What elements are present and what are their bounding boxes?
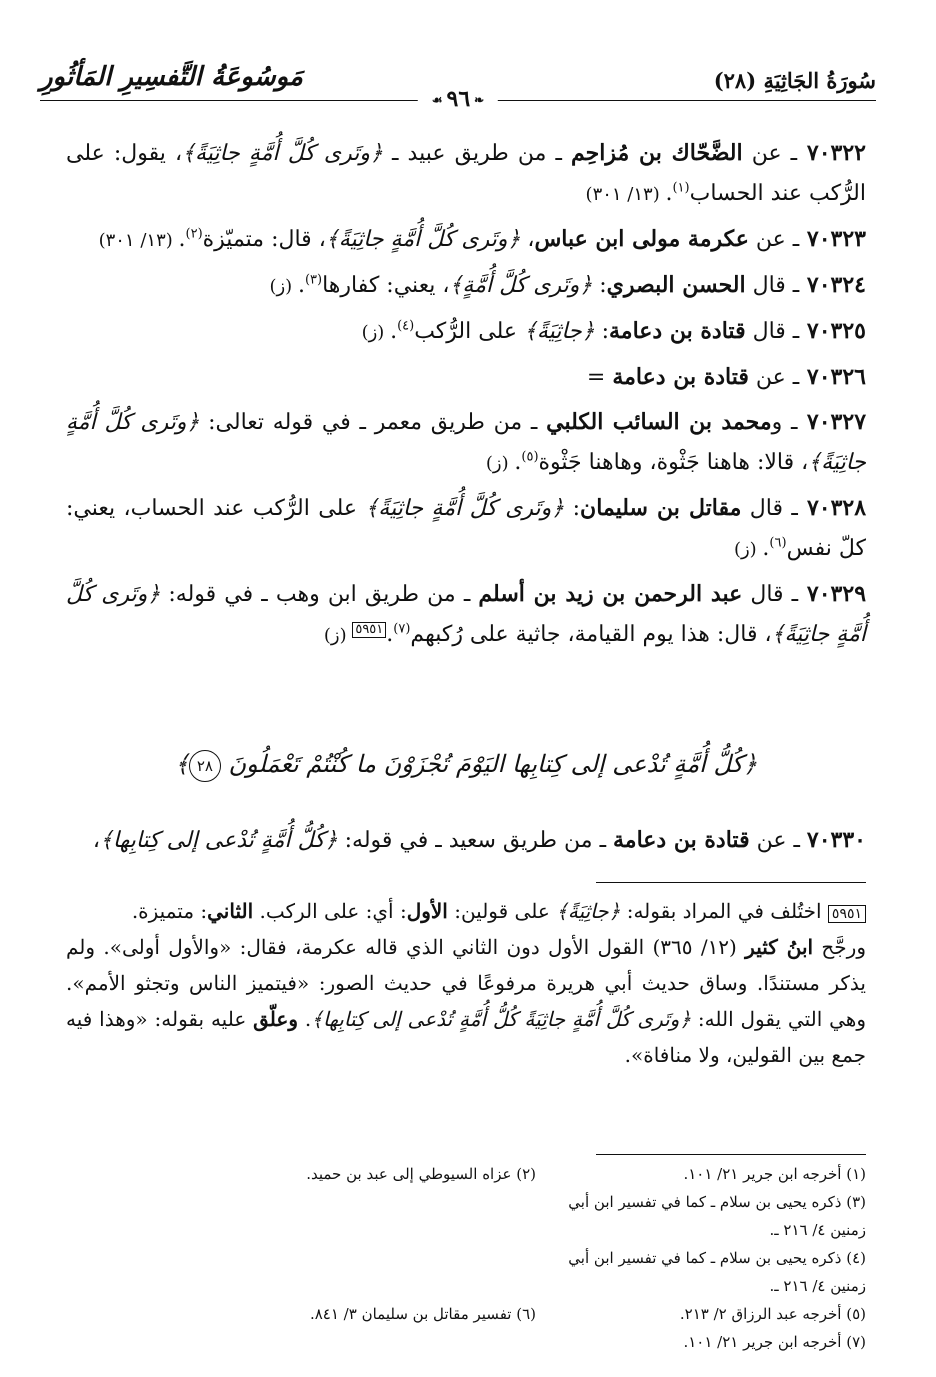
commentary-ref-box: ٥٩٥١ — [352, 622, 386, 638]
page-number: ❧٩٦☙ — [418, 86, 498, 112]
footnote-row — [66, 1328, 866, 1356]
entry-number: ٧٠٣٢٥ — [799, 318, 866, 344]
verse-text: ﴿كُلُّ أُمَّةٍ تُدْعى إلى كِتابِها اليَوْمَ تُجْزَوْنَ ما كُنْتُمْ تَعْمَلُونَ — [228, 750, 758, 778]
narration-entry — [66, 133, 866, 215]
narrator-name: قتادة بن دعامة — [609, 318, 746, 344]
footnote-marker: (٢) — [185, 226, 203, 242]
narrator-name: مقاتل بن سليمان — [580, 495, 742, 521]
entry-text: . — [390, 319, 398, 344]
footnote-separator — [596, 1154, 866, 1155]
footnote-row — [66, 1188, 866, 1244]
ornament-icon: ☙ — [431, 93, 443, 107]
quran-quote: ﴿وتَرى كُلَّ أُمَّةٍ جاثِيَةً﴾ — [182, 141, 383, 166]
entry-text: : — [564, 496, 581, 521]
entry-text: ، — [520, 227, 535, 252]
source-ref: (ز) — [485, 453, 515, 474]
quran-quote: ﴿وتَرى كُلَّ أُمَّةٍ جاثِيَةً﴾ — [66, 410, 866, 475]
entry-text: ، يقول: على الرُّكب عند الحساب — [66, 141, 866, 206]
narrator-name: قتادة بن دعامة — [613, 827, 750, 853]
source-ref: (١٣/ ٣٠١) — [98, 230, 179, 251]
quran-quote: ﴿وتَرى كُلَّ أُمَّةٍ﴾ — [449, 273, 593, 298]
commentary: ٥٩٥١ اختُلف في المراد بقوله: ﴿جاثِيَةً﴾ على قولين: الأول: أي: على الركب. الثاني: متميزة. ورجَّح ابنُ كثير (١٢/ ٣٦٥) القول الأول دون الثاني الذي قاله عكرمة، فقال: «والأول أولى». ولم يذكر مستندًا. وساق حديث أبي هريرة مرفوعًا في حديث الصور: «فيتميز الناس وتجثو الأمم». وهي التي يقول الله: ﴿وتَرى كُلَّ أُمَّةٍ جاثِيَةً كُلُّ أُمَّةٍ تُدْعى إلى كِتابِها﴾. وعلّق عليه بقوله: «وهذا فيه جمع بين القولين، ولا منافاة». — [66, 899, 866, 1067]
quran-quote: ﴿وتَرى كُلَّ أُمَّةٍ جاثِيَةً﴾ — [365, 496, 565, 521]
entry-number: ٧٠٣٢٩ — [798, 581, 867, 607]
entry-text: . — [665, 181, 673, 206]
quran-quote: ﴿جاثِيَةً﴾ — [523, 319, 595, 344]
narrator-name: الحسن البصري — [606, 272, 746, 298]
entry-text: ـ قال — [745, 319, 800, 344]
page-header — [40, 62, 876, 112]
source-ref: (ز) — [733, 539, 763, 560]
narrations-list — [66, 133, 866, 660]
footnote — [66, 1188, 536, 1244]
entry-text: . — [514, 450, 522, 475]
entry-text: . — [178, 227, 186, 252]
entry-text: ، قال: هذا يوم القيامة، جاثية على رُكبهم — [410, 622, 772, 647]
footnote-marker: (٣) — [304, 272, 323, 288]
entry-text: ـ و — [771, 410, 798, 435]
book-title: مَوسُوعَةُ التَّفسِيرِ المَأثُورِ — [40, 62, 303, 92]
narrator-name: قتادة بن دعامة — [612, 364, 749, 390]
entry-text: ـ عن — [742, 141, 798, 166]
entry-text: ، قال: متميّزة — [202, 227, 326, 252]
footnote-marker: (٥) — [521, 449, 539, 465]
footnote-row — [66, 1300, 866, 1328]
entry-number: ٧٠٣٢٨ — [797, 495, 867, 521]
footnote: (٥) أخرجه عبد الرزاق ٢/ ٢١٣. — [679, 1305, 866, 1323]
footnote: (٢) عزاه السيوطي إلى عبد بن حميد. — [306, 1165, 536, 1183]
verse-number: ٢٨ — [189, 750, 221, 782]
narration-entry — [66, 357, 866, 398]
entry-text: على الرُّكب عند الحساب، يعني: كلّ نفس — [66, 496, 866, 561]
footnote: (١) أخرجه ابن جرير ٢١/ ١٠١. — [683, 1165, 866, 1183]
entry-text: ـ قال — [741, 496, 798, 521]
narrator-name: الضَّحّاك بن مُزاحِم — [571, 140, 743, 166]
entry-text: : — [594, 319, 610, 344]
entry-number: ٧٠٣٢٣ — [799, 226, 866, 252]
footnote-marker: (٦) — [769, 535, 787, 551]
narrator-name: محمد بن السائب الكلبي — [546, 409, 772, 435]
footnote-marker: (١) — [672, 180, 690, 196]
source-ref: (ز) — [269, 276, 298, 297]
narration-entry: ٧٠٣٣٠ ـ عن قتادة بن دعامة ـ من طريق سعيد ـ في قوله: ﴿كُلُّ أُمَّةٍ تُدْعى إلى كِتابِها﴾، — [92, 827, 866, 853]
narration-entry — [66, 219, 866, 261]
entry-text: . — [762, 536, 770, 561]
footnote: (٤) ذكره يحيى بن سلام ـ كما في تفسير ابن أبي زمنين ٤/ ٢١٦ ـ. — [568, 1249, 866, 1295]
narration-entry — [66, 265, 866, 307]
footnote-row — [66, 1160, 866, 1188]
entry-text: ـ من طريق ابن وهب ـ في قوله: — [160, 582, 479, 607]
entry-text: على الرُّكب — [414, 319, 524, 344]
commentary-number: ٥٩٥١ — [828, 905, 866, 923]
quran-quote: ﴿كُلُّ أُمَّةٍ تُدْعى إلى كِتابِها﴾ — [99, 828, 338, 853]
entry-number: ٧٠٣٢٧ — [797, 409, 867, 435]
narration-entry — [66, 402, 866, 484]
footnote — [66, 1244, 536, 1300]
narrator-name: عبد الرحمن بن زيد بن أسلم — [478, 581, 743, 607]
entry-text: . — [297, 273, 305, 298]
narration-entry: ٧٠٣٢٩ ـ قال عبد الرحمن بن زيد بن أسلم ـ من طريق ابن وهب ـ في قوله: ﴿وتَرى كُلَّ أُمَّةٍ جاثِيَةً﴾، قال: هذا يوم القيامة، جاثية على رُكبهم$^{(٧)}$.٥٩٥١ (ز) — [66, 581, 867, 647]
surah-title: سُورَةُ الجَاثِيَةِ (٢٨) — [713, 68, 876, 93]
quran-verse: ﴿كُلُّ أُمَّةٍ تُدْعى إلى كِتابِها اليَوْمَ تُجْزَوْنَ ما كُنْتُمْ تَعْمَلُونَ ٢٨﴾ — [66, 744, 866, 784]
entry-text: ، قالا: هاهنا جَثْوة، وهاهنا جَثْوة — [538, 450, 809, 475]
entry-text: ـ من طريق عبيد ـ — [382, 141, 571, 166]
entry-number: ٧٠٣٢٦ — [799, 364, 866, 390]
quran-quote: ﴿وتَرى كُلَّ أُمَّةٍ جاثِيَةً﴾ — [66, 582, 866, 647]
footnote — [66, 1328, 536, 1356]
source-ref: (ز) — [361, 322, 391, 343]
footnote: (٣) ذكره يحيى بن سلام ـ كما في تفسير ابن أبي زمنين ٤/ ٢١٦ ـ. — [568, 1193, 866, 1239]
entry-text: : — [592, 273, 607, 298]
narration-entry — [66, 311, 866, 353]
entry-number: ٧٠٣٢٢ — [797, 140, 866, 166]
entry-text: ـ عن — [748, 365, 800, 390]
entry-text: ـ عن — [748, 227, 800, 252]
narrator-name: عكرمة مولى ابن عباس — [534, 226, 749, 252]
footnote-marker: (٧) — [393, 621, 411, 637]
footnote: (٦) تفسير مقاتل بن سليمان ٣/ ٨٤١. — [309, 1305, 536, 1323]
source-ref: (١٣/ ٣٠١) — [585, 184, 666, 205]
footnote: (٧) أخرجه ابن جرير ٢١/ ١٠١. — [683, 1333, 866, 1351]
entry-text: . — [386, 622, 394, 647]
footnote-marker: (٤) — [397, 318, 415, 334]
quran-quote: ﴿وتَرى كُلَّ أُمَّةٍ جاثِيَةً﴾ — [325, 227, 521, 252]
entry-text: ، يعني: كفارها — [322, 273, 450, 298]
entry-text: ـ قال — [742, 582, 799, 607]
footnotes — [66, 1160, 866, 1356]
entry-number: ٧٠٣٢٤ — [799, 272, 866, 298]
narration-entry — [66, 488, 866, 570]
entry-number: ٧٠٣٣٠ — [806, 827, 866, 853]
entry-text: ـ قال — [745, 273, 800, 298]
ornament-icon: ❧ — [474, 93, 485, 107]
entry-text: ـ من طريق معمر ـ في قوله تعالى: — [199, 410, 547, 435]
entry-text: = — [586, 365, 613, 390]
commentary-separator — [596, 882, 866, 883]
footnote-row — [66, 1244, 866, 1300]
